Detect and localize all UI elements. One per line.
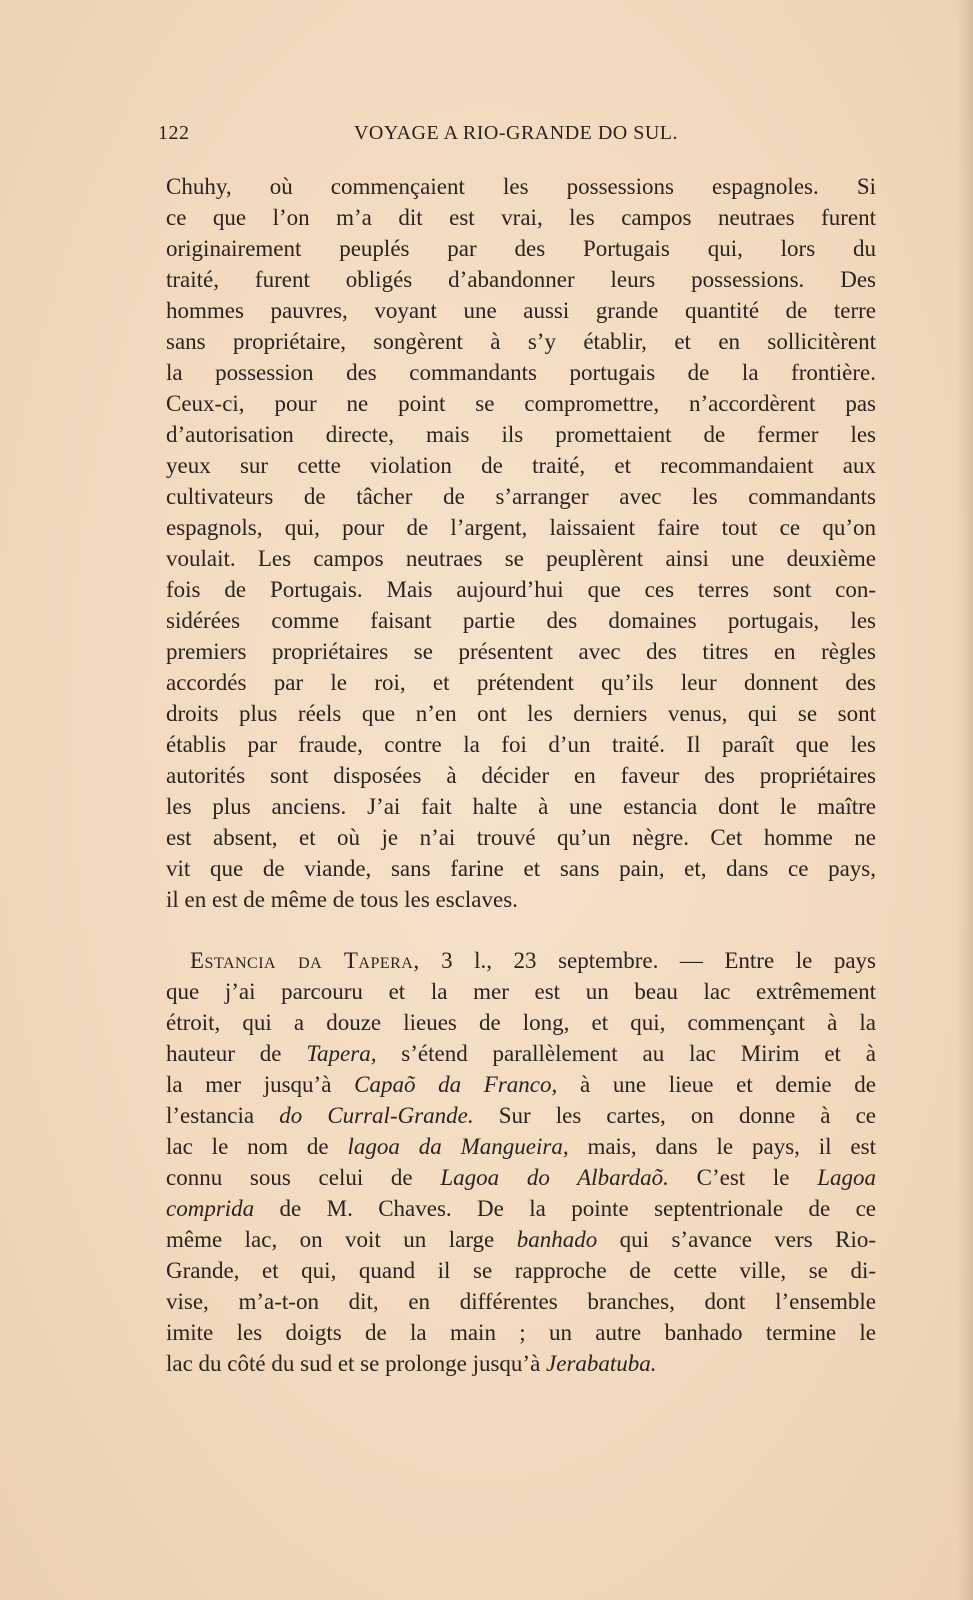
text-line: hauteur de Tapera, s’étend parallèlement au lac Mirim et à <box>166 1041 876 1066</box>
text-line: sidérées comme faisant partie des domaines portugais, les <box>166 608 876 633</box>
running-title: VOYAGE A RIO-GRANDE DO SUL. <box>353 122 679 144</box>
text-line: droits plus réels que n’en ont les derniers venus, qui se sont <box>166 701 876 726</box>
text-line: même lac, on voit un large banhado qui s’avance vers Rio- <box>166 1227 876 1252</box>
text-line: voulait. Les campos neutraes se peuplèrent ainsi une deuxième <box>166 546 876 571</box>
text-line: yeux sur cette violation de traité, et recommandaient aux <box>166 453 876 478</box>
text-line: hommes pauvres, voyant une aussi grande quantité de terre <box>166 298 876 323</box>
page-header <box>158 122 866 150</box>
paragraph-1 <box>166 171 876 915</box>
text-line: originairement peuplés par des Portugais qui, lors du <box>166 236 876 261</box>
text-line: Estancia da Tapera, 3 l., 23 septembre. — Entre le pays <box>190 948 876 973</box>
text-line: Grande, et qui, quand il se rapproche de cette ville, se di- <box>166 1258 876 1283</box>
text-line: comprida de M. Chaves. De la pointe septentrionale de ce <box>166 1196 876 1221</box>
text-line: vise, m’a-t-on dit, en différentes branches, dont l’ensemble <box>166 1289 876 1314</box>
text-line: premiers propriétaires se présentent avec des titres en règles <box>166 639 876 664</box>
text-line: traité, furent obligés d’abandonner leurs possessions. Des <box>166 267 876 292</box>
text-line: Ceux-ci, pour ne point se compromettre, n’accordèrent pas <box>166 391 876 416</box>
text-line: connu sous celui de Lagoa do Albardaõ. C’est le Lagoa <box>166 1165 876 1190</box>
text-line: accordés par le roi, et prétendent qu’ils leur donnent des <box>166 670 876 695</box>
body-text <box>166 171 876 1379</box>
text-line: lac du côté du sud et se prolonge jusqu’à Jerabatuba. <box>166 1351 657 1376</box>
paragraph-2 <box>166 945 876 1379</box>
text-line: Chuhy, où commençaient les possessions espagnoles. Si <box>166 174 876 199</box>
text-line: sans propriétaire, songèrent à s’y établir, et en sollicitèrent <box>166 329 876 354</box>
text-line: lac le nom de lagoa da Mangueira, mais, dans le pays, il est <box>166 1134 876 1159</box>
text-line: vit que de viande, sans farine et sans pain, et, dans ce pays, <box>166 856 876 881</box>
text-line: il en est de même de tous les esclaves. <box>166 887 518 912</box>
text-line: la possession des commandants portugais de la frontière. <box>166 360 876 385</box>
page-edge-shadow <box>957 0 973 1600</box>
text-line: fois de Portugais. Mais aujourd’hui que ces terres sont con- <box>166 577 876 602</box>
text-line: les plus anciens. J’ai fait halte à une estancia dont le maître <box>166 794 876 819</box>
text-line: que j’ai parcouru et la mer est un beau lac extrêmement <box>166 979 876 1004</box>
text-line: espagnols, qui, pour de l’argent, laissaient faire tout ce qu’on <box>166 515 876 540</box>
text-line: établis par fraude, contre la foi d’un traité. Il paraît que les <box>166 732 876 757</box>
text-line: l’estancia do Curral-Grande. Sur les cartes, on donne à ce <box>166 1103 876 1128</box>
place-heading: Estancia da Tapera, <box>190 948 420 973</box>
text-line: cultivateurs de tâcher de s’arranger avec les commandants <box>166 484 876 509</box>
text-line: autorités sont disposées à décider en faveur des propriétaires <box>166 763 876 788</box>
text-line: imite les doigts de la main ; un autre banhado termine le <box>166 1320 876 1345</box>
text-line: est absent, et où je n’ai trouvé qu’un nègre. Cet homme ne <box>166 825 876 850</box>
text-line: étroit, qui a douze lieues de long, et qui, commençant à la <box>166 1010 876 1035</box>
page-number: 122 <box>158 122 190 144</box>
text-line: ce que l’on m’a dit est vrai, les campos neutraes furent <box>166 205 876 230</box>
text-line: d’autorisation directe, mais ils promettaient de fermer les <box>166 422 876 447</box>
text-line: la mer jusqu’à Capaõ da Franco, à une lieue et demie de <box>166 1072 876 1097</box>
